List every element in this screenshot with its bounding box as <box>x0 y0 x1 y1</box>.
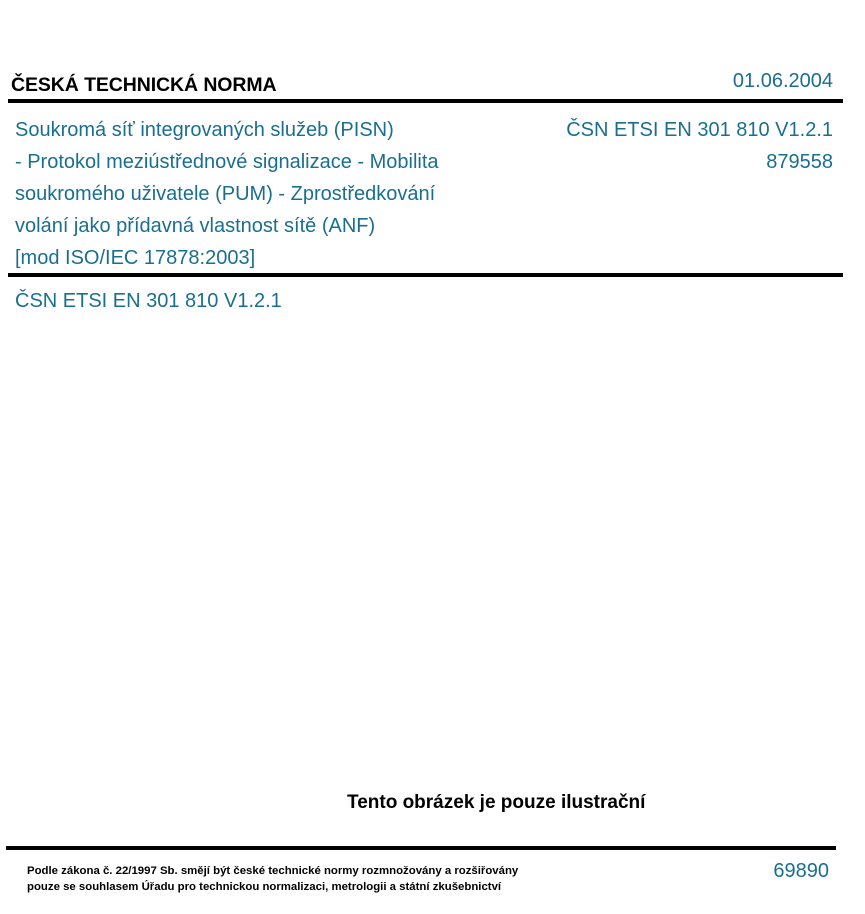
sub-designation: ČSN ETSI EN 301 810 V1.2.1 <box>15 290 282 312</box>
document-header-title: ČESKÁ TECHNICKÁ NORMA <box>11 74 277 96</box>
standard-title-line: volání jako přídavná vlastnost sítě (ANF) <box>15 215 376 237</box>
footer-code: 69890 <box>773 860 829 882</box>
header-divider <box>8 99 843 103</box>
standard-designation: ČSN ETSI EN 301 810 V1.2.1 <box>566 119 833 141</box>
footer-legal-line: Podle zákona č. 22/1997 Sb. smějí být české technické normy rozmnožovány a rozšiřovány <box>27 865 519 877</box>
standard-title <box>15 114 515 274</box>
footer-legal-line: pouze se souhlasem Úřadu pro technickou normalizaci, metrologii a státní zkušebnictví <box>27 881 502 893</box>
standard-title-line: Soukromá síť integrovaných služeb (PISN) <box>15 119 394 141</box>
illustration-note: Tento obrázek je pouze ilustrační <box>347 792 646 813</box>
publication-date: 01.06.2004 <box>732 70 833 92</box>
title-divider <box>8 273 843 277</box>
footer-legal-notice <box>27 863 518 895</box>
standard-identification <box>566 114 833 178</box>
footer-divider <box>6 846 836 850</box>
standard-title-line: - Protokol meziústřednové signalizace - Mobilita <box>15 151 439 173</box>
standard-title-line: soukromého uživatele (PUM) - Zprostředkování <box>15 183 436 205</box>
standard-title-line: [mod ISO/IEC 17878:2003] <box>15 247 256 269</box>
catalog-number: 879558 <box>766 151 833 173</box>
